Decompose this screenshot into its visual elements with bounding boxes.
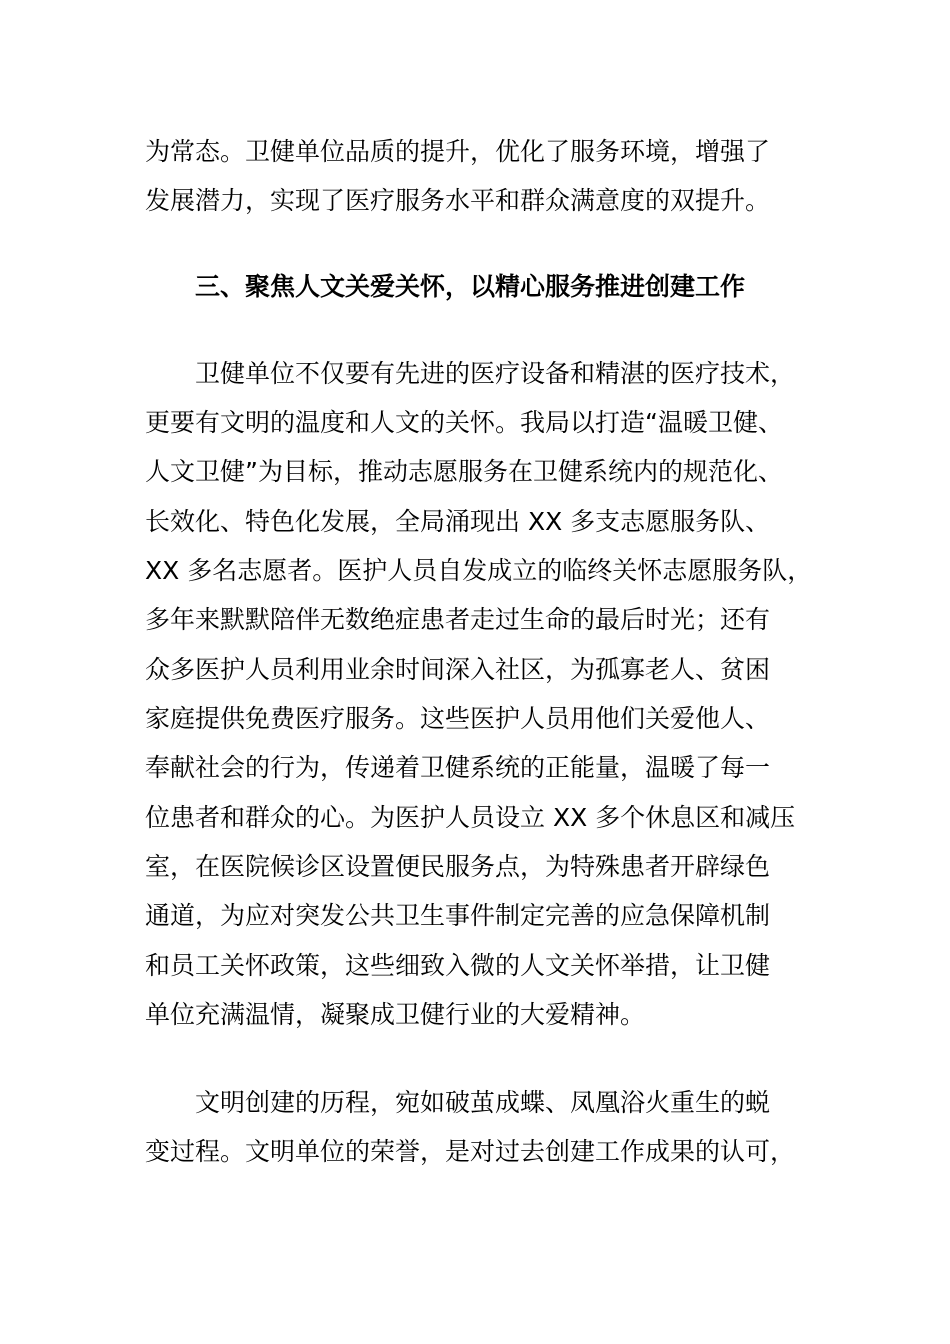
paragraph-2-line-8: 家庭提供免费医疗服务。这些医护人员用他们关爱他人、 [145,704,771,733]
paragraph-2-line-12: 通道，为应对突发公共卫生事件制定完善的应急保障机制 [145,901,771,930]
intro-line-2: 发展潜力，实现了医疗服务水平和群众满意度的双提升。 [145,186,771,215]
paragraph-2-line-14: 单位充满温情，凝聚成卫健行业的大爱精神。 [145,1000,646,1029]
paragraph-2-line-13: 和员工关怀政策，这些细致入微的人文关怀举措，让卫健 [145,951,771,980]
paragraph-3-line-2: 变过程。文明单位的荣誉，是对过去创建工作成果的认可， [145,1137,796,1166]
intro-line-1: 为常态。卫健单位品质的提升，优化了服务环境，增强了 [145,137,771,166]
paragraph-2-line-10: 位患者和群众的心。为医护人员设立 XX 多个休息区和减压 [145,803,796,832]
paragraph-2-line-1: 卫健单位不仅要有先进的医疗设备和精湛的医疗技术， [195,359,796,388]
paragraph-2-line-6: 多年来默默陪伴无数绝症患者走过生命的最后时光；还有 [145,605,771,634]
paragraph-2-line-7: 众多医护人员利用业余时间深入社区，为孤寡老人、贫困 [145,655,771,684]
paragraph-2-line-11: 室，在医院候诊区设置便民服务点，为特殊患者开辟绿色 [145,852,771,881]
paragraph-2-line-5: XX 多名志愿者。医护人员自发成立的临终关怀志愿服务队， [145,556,813,585]
section-heading: 三、聚焦人文关爱关怀，以精心服务推进创建工作 [195,272,746,301]
paragraph-2-line-3: 人文卫健”为目标，推动志愿服务在卫健系统内的规范化、 [145,457,783,486]
paragraph-2-line-9: 奉献社会的行为，传递着卫健系统的正能量，温暖了每一 [145,753,771,782]
paragraph-2-line-4: 长效化、特色化发展，全局涌现出 XX 多支志愿服务队、 [145,507,771,536]
paragraph-2-line-2: 更要有文明的温度和人文的关怀。我局以打造“温暖卫健、 [145,408,783,437]
paragraph-3-line-1: 文明创建的历程，宛如破茧成蝶、凤凰浴火重生的蜕 [195,1088,771,1117]
